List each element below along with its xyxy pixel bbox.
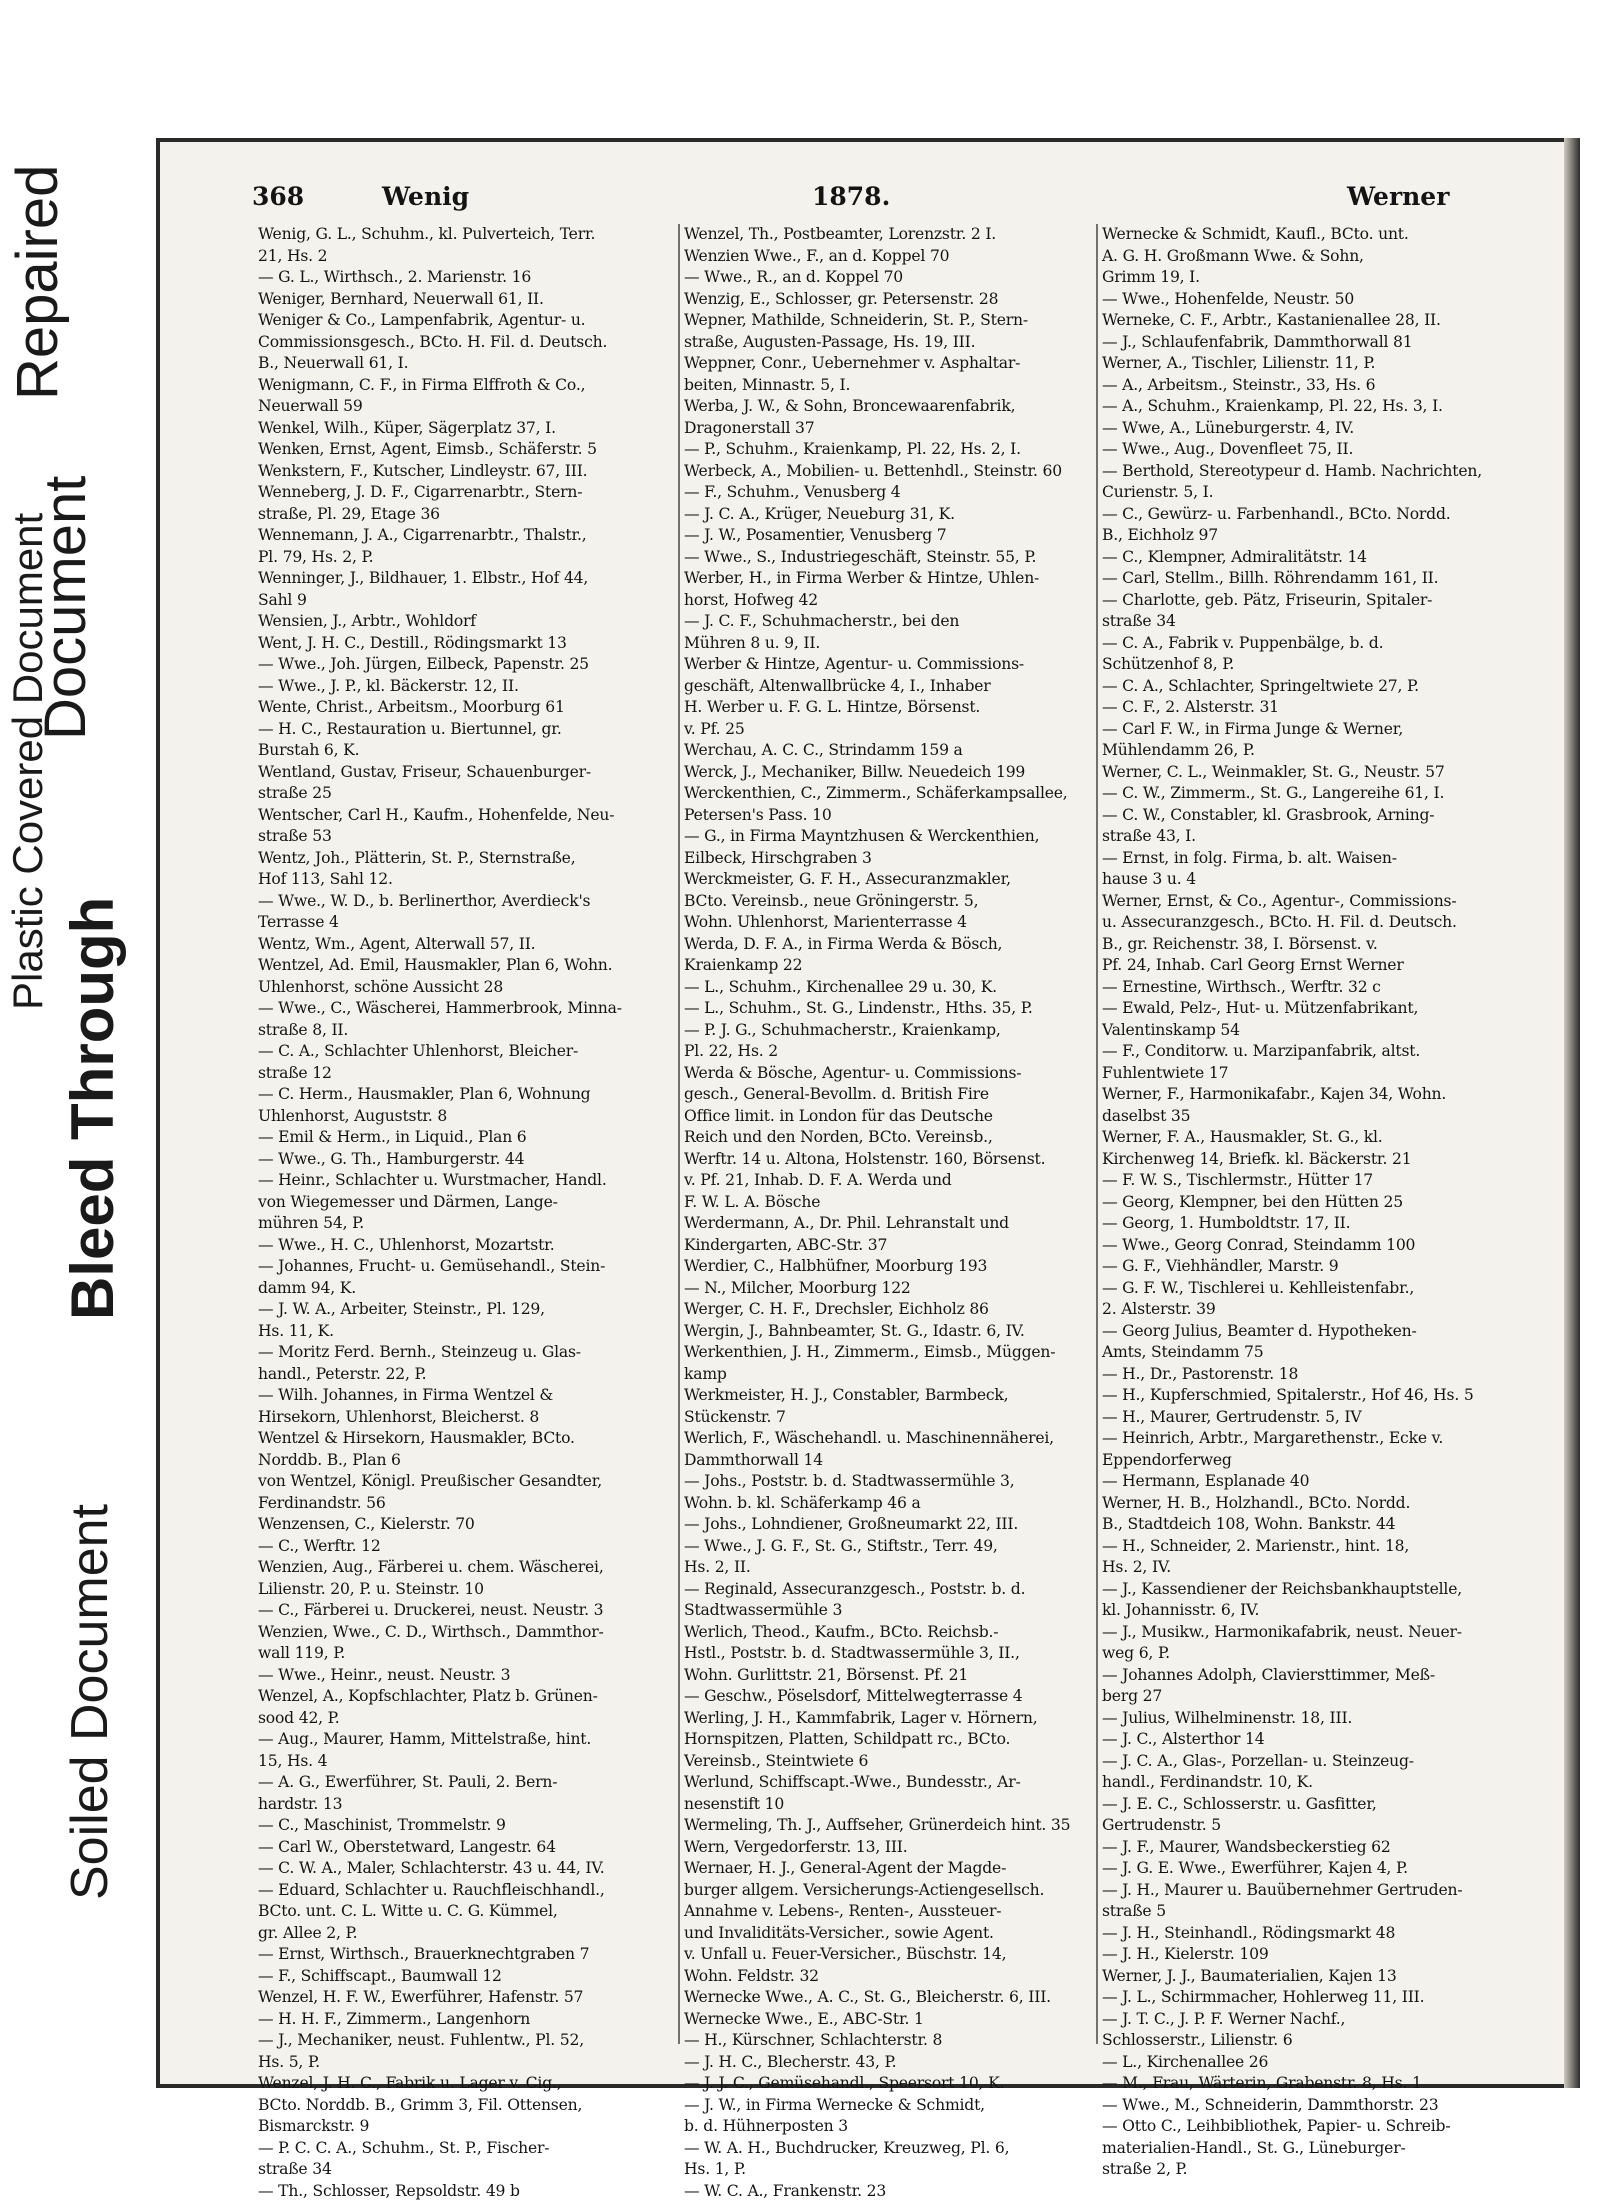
directory-line: mühren 54, P. — [258, 1213, 673, 1235]
directory-line: B., Neuerwall 61, I. — [258, 353, 673, 375]
directory-line: Werneke, C. F., Arbtr., Kastanienallee 28, II. — [1102, 310, 1502, 332]
directory-line: v. Pf. 21, Inhab. D. F. A. Werda und — [684, 1170, 1099, 1192]
directory-line: Werkmeister, H. J., Constabler, Barmbeck, — [684, 1385, 1099, 1407]
directory-line: — Johannes Adolph, Claviersttimmer, Meß- — [1102, 1665, 1502, 1687]
directory-line: Werner, A., Tischler, Lilienstr. 11, P. — [1102, 353, 1502, 375]
directory-line: Wohn. b. kl. Schäferkamp 46 a — [684, 1493, 1099, 1515]
directory-line: — C., Gewürz- u. Farbenhandl., BCto. Nordd. — [1102, 504, 1502, 526]
directory-line: — Carl W., Oberstetward, Langestr. 64 — [258, 1837, 673, 1859]
directory-line: Wernaer, H. J., General-Agent der Magde- — [684, 1858, 1099, 1880]
directory-line: — Wwe., Hohenfelde, Neustr. 50 — [1102, 289, 1502, 311]
directory-line: Wenzel, Th., Postbeamter, Lorenzstr. 2 I. — [684, 224, 1099, 246]
directory-line: Bismarckstr. 9 — [258, 2116, 673, 2138]
directory-line: — C. W. A., Maler, Schlachterstr. 43 u. 44, IV. — [258, 1858, 673, 1880]
directory-line: Werck, J., Mechaniker, Billw. Neuedeich 199 — [684, 762, 1099, 784]
header-right-word: Werner — [1347, 182, 1449, 211]
directory-line: Wentscher, Carl H., Kaufm., Hohenfelde, Neu- — [258, 805, 673, 827]
directory-line: — J. H. C., Blecherstr. 43, P. — [684, 2052, 1099, 2074]
directory-line: kamp — [684, 1364, 1099, 1386]
directory-line: — F., Conditorw. u. Marzipanfabrik, altst. — [1102, 1041, 1502, 1063]
directory-line: — Wilh. Johannes, in Firma Wentzel & — [258, 1385, 673, 1407]
directory-line: BCto. Vereinsb., neue Gröningerstr. 5, — [684, 891, 1099, 913]
directory-line: Wenzig, E., Schlosser, gr. Petersenstr. 28 — [684, 289, 1099, 311]
directory-line: — J. L., Schirmmacher, Hohlerweg 11, III. — [1102, 1987, 1502, 2009]
stamp-repaired: Repaired — [4, 165, 71, 400]
directory-line: Kirchenweg 14, Briefk. kl. Bäckerstr. 21 — [1102, 1149, 1502, 1171]
directory-line: — Heinrich, Arbtr., Margarethenstr., Ecke v. — [1102, 1428, 1502, 1450]
directory-line: — Wwe., C., Wäscherei, Hammerbrook, Minna- — [258, 998, 673, 1020]
directory-line: Werlich, F., Wäschehandl. u. Maschinennäherei, — [684, 1428, 1099, 1450]
directory-line: B., Stadtdeich 108, Wohn. Bankstr. 44 — [1102, 1514, 1502, 1536]
directory-line: geschäft, Altenwallbrücke 4, I., Inhaber — [684, 676, 1099, 698]
directory-line: — C., Werftr. 12 — [258, 1536, 673, 1558]
column-2 — [684, 224, 1099, 2064]
directory-line: handl., Ferdinandstr. 10, K. — [1102, 1772, 1502, 1794]
directory-line: — Reginald, Assecuranzgesch., Poststr. b. d. — [684, 1579, 1099, 1601]
directory-line: H. Werber u. F. G. L. Hintze, Börsenst. — [684, 697, 1099, 719]
directory-line: — Wwe., M., Schneiderin, Dammthorstr. 23 — [1102, 2095, 1502, 2117]
directory-line: Hs. 1, P. — [684, 2159, 1099, 2181]
directory-line: — Th., Schlosser, Repsoldstr. 49 b — [258, 2181, 673, 2202]
directory-line: — C. A., Schlachter, Springeltwiete 27, P. — [1102, 676, 1502, 698]
directory-line: — J. C. F., Schuhmacherstr., bei den — [684, 611, 1099, 633]
directory-line: Terrasse 4 — [258, 912, 673, 934]
directory-line: Werner, F., Harmonikafabr., Kajen 34, Wohn. — [1102, 1084, 1502, 1106]
directory-line: — Ewald, Pelz-, Hut- u. Mützenfabrikant, — [1102, 998, 1502, 1020]
directory-line: Commissionsgesch., BCto. H. Fil. d. Deutsch. — [258, 332, 673, 354]
directory-line: Kindergarten, ABC-Str. 37 — [684, 1235, 1099, 1257]
directory-line: Dragonerstall 37 — [684, 418, 1099, 440]
directory-line: — P., Schuhm., Kraienkamp, Pl. 22, Hs. 2, I. — [684, 439, 1099, 461]
directory-line: Wenzien Wwe., F., an d. Koppel 70 — [684, 246, 1099, 268]
directory-line: — H., Maurer, Gertrudenstr. 5, IV — [1102, 1407, 1502, 1429]
directory-line: straße 34 — [1102, 611, 1502, 633]
directory-line: straße 25 — [258, 783, 673, 805]
directory-line: Wenken, Ernst, Agent, Eimsb., Schäferstr. 5 — [258, 439, 673, 461]
directory-line: hause 3 u. 4 — [1102, 869, 1502, 891]
directory-line: — Wwe., R., an d. Koppel 70 — [684, 267, 1099, 289]
directory-line: — C., Färberei u. Druckerei, neust. Neustr. 3 — [258, 1600, 673, 1622]
directory-line: Stadtwassermühle 3 — [684, 1600, 1099, 1622]
directory-line: — H. C., Restauration u. Biertunnel, gr. — [258, 719, 673, 741]
directory-line: — Wwe., Heinr., neust. Neustr. 3 — [258, 1665, 673, 1687]
directory-line: Wenigmann, C. F., in Firma Elffroth & Co., — [258, 375, 673, 397]
directory-line: Vereinsb., Steintwiete 6 — [684, 1751, 1099, 1773]
directory-line: gr. Allee 2, P. — [258, 1923, 673, 1945]
directory-line: — C. A., Schlachter Uhlenhorst, Bleicher- — [258, 1041, 673, 1063]
directory-line: — J. T. C., J. P. F. Werner Nachf., — [1102, 2009, 1502, 2031]
directory-line: Wernecke Wwe., A. C., St. G., Bleicherstr. 6, III. — [684, 1987, 1099, 2009]
page-number: 368 — [252, 182, 304, 211]
directory-line: — G. L., Wirthsch., 2. Marienstr. 16 — [258, 267, 673, 289]
directory-line: Eppendorferweg — [1102, 1450, 1502, 1472]
directory-line: Werlich, Theod., Kaufm., BCto. Reichsb.- — [684, 1622, 1099, 1644]
directory-line: Pf. 24, Inhab. Carl Georg Ernst Werner — [1102, 955, 1502, 977]
directory-line: — Julius, Wilhelminenstr. 18, III. — [1102, 1708, 1502, 1730]
directory-line: — H. H. F., Zimmerm., Langenhorn — [258, 2009, 673, 2031]
directory-line: Hs. 2, IV. — [1102, 1557, 1502, 1579]
directory-line: — G. F. W., Tischlerei u. Kehlleistenfabr., — [1102, 1278, 1502, 1300]
directory-line: — J., Kassendiener der Reichsbankhauptstelle, — [1102, 1579, 1502, 1601]
directory-line: weg 6, P. — [1102, 1643, 1502, 1665]
directory-line: daselbst 35 — [1102, 1106, 1502, 1128]
directory-line: — G. F., Viehhändler, Marstr. 9 — [1102, 1256, 1502, 1278]
directory-line: Werchau, A. C. C., Strindamm 159 a — [684, 740, 1099, 762]
directory-line: Weniger & Co., Lampenfabrik, Agentur- u. — [258, 310, 673, 332]
directory-line: Wohn. Gurlittstr. 21, Börsenst. Pf. 21 — [684, 1665, 1099, 1687]
directory-line: hardstr. 13 — [258, 1794, 673, 1816]
directory-line: — Geschw., Pöselsdorf, Mittelwegterrasse 4 — [684, 1686, 1099, 1708]
directory-line: Hof 113, Sahl 12. — [258, 869, 673, 891]
directory-line: Werda, D. F. A., in Firma Werda & Bösch, — [684, 934, 1099, 956]
directory-line: Grimm 19, I. — [1102, 267, 1502, 289]
directory-line: Werba, J. W., & Sohn, Broncewaarenfabrik, — [684, 396, 1099, 418]
directory-line: Wenkstern, F., Kutscher, Lindleystr. 67, III. — [258, 461, 673, 483]
directory-line: — L., Schuhm., St. G., Lindenstr., Hths. 35, P. — [684, 998, 1099, 1020]
directory-line: Dammthorwall 14 — [684, 1450, 1099, 1472]
directory-line: — Ernst, in folg. Firma, b. alt. Waisen- — [1102, 848, 1502, 870]
directory-line: Wennemann, J. A., Cigarrenarbtr., Thalstr., — [258, 525, 673, 547]
directory-line: — P. C. C. A., Schuhm., St. P., Fischer- — [258, 2138, 673, 2160]
directory-line: Wensien, J., Arbtr., Wohldorf — [258, 611, 673, 633]
directory-line: Reich und den Norden, BCto. Vereinsb., — [684, 1127, 1099, 1149]
directory-line: v. Pf. 25 — [684, 719, 1099, 741]
directory-line: Uhlenhorst, schöne Aussicht 28 — [258, 977, 673, 999]
directory-line: — A., Schuhm., Kraienkamp, Pl. 22, Hs. 3, I. — [1102, 396, 1502, 418]
directory-line: B., gr. Reichenstr. 38, I. Börsenst. v. — [1102, 934, 1502, 956]
directory-line: BCto. Norddb. B., Grimm 3, Fil. Ottensen, — [258, 2095, 673, 2117]
directory-line: — M., Frau, Wärterin, Grabenstr. 8, Hs. 1 — [1102, 2073, 1502, 2095]
directory-line: — C. F., 2. Alsterstr. 31 — [1102, 697, 1502, 719]
directory-line: handl., Peterstr. 22, P. — [258, 1364, 673, 1386]
column-rule — [678, 224, 680, 2044]
directory-line: Werner, H. B., Holzhandl., BCto. Nordd. — [1102, 1493, 1502, 1515]
directory-line: nesenstift 10 — [684, 1794, 1099, 1816]
directory-line: — J. W., Posamentier, Venusberg 7 — [684, 525, 1099, 547]
directory-line: — Ernestine, Wirthsch., Werftr. 32 c — [1102, 977, 1502, 999]
directory-line: Werbeck, A., Mobilien- u. Bettenhdl., Steinstr. 60 — [684, 461, 1099, 483]
directory-line: Hs. 11, K. — [258, 1321, 673, 1343]
directory-line: — Wwe., Aug., Dovenfleet 75, II. — [1102, 439, 1502, 461]
directory-line: Wenzensen, C., Kielerstr. 70 — [258, 1514, 673, 1536]
directory-line: Hirsekorn, Uhlenhorst, Bleicherst. 8 — [258, 1407, 673, 1429]
directory-line: und Invaliditäts-Versicher., sowie Agent. — [684, 1923, 1099, 1945]
directory-line: Wenzien, Aug., Färberei u. chem. Wäscherei, — [258, 1557, 673, 1579]
directory-line: Werckenthien, C., Zimmerm., Schäferkampsallee, — [684, 783, 1099, 805]
directory-line: — Wwe., Joh. Jürgen, Eilbeck, Papenstr. 25 — [258, 654, 673, 676]
directory-line: — Carl, Stellm., Billh. Röhrendamm 161, II. — [1102, 568, 1502, 590]
directory-line: — L., Schuhm., Kirchenallee 29 u. 30, K. — [684, 977, 1099, 999]
directory-line: — Johs., Poststr. b. d. Stadtwassermühle 3, — [684, 1471, 1099, 1493]
directory-line: 2. Alsterstr. 39 — [1102, 1299, 1502, 1321]
directory-line: — C. W., Zimmerm., St. G., Langereihe 61, I. — [1102, 783, 1502, 805]
column-1 — [258, 224, 673, 2064]
directory-line: Werda & Bösche, Agentur- u. Commissions- — [684, 1063, 1099, 1085]
page-edge-shadow — [1564, 138, 1580, 2088]
directory-line: Wenzel, H. F. W., Ewerführer, Hafenstr. 57 — [258, 1987, 673, 2009]
directory-line: — Carl F. W., in Firma Junge & Werner, — [1102, 719, 1502, 741]
directory-line: Stückenstr. 7 — [684, 1407, 1099, 1429]
directory-line: Fuhlentwiete 17 — [1102, 1063, 1502, 1085]
directory-line: — Moritz Ferd. Bernh., Steinzeug u. Glas- — [258, 1342, 673, 1364]
directory-line: — C. Herm., Hausmakler, Plan 6, Wohnung — [258, 1084, 673, 1106]
directory-line: burger allgem. Versicherungs-Actiengesellsch. — [684, 1880, 1099, 1902]
directory-line: — C., Klempner, Admiralitätstr. 14 — [1102, 547, 1502, 569]
directory-line: von Wiegemesser und Därmen, Lange- — [258, 1192, 673, 1214]
directory-line: B., Eichholz 97 — [1102, 525, 1502, 547]
directory-line: Werner, J. J., Baumaterialien, Kajen 13 — [1102, 1966, 1502, 1988]
scan-stamps — [0, 0, 140, 2177]
directory-line: — Wwe., H. C., Uhlenhorst, Mozartstr. — [258, 1235, 673, 1257]
directory-line: 21, Hs. 2 — [258, 246, 673, 268]
directory-line: — Johannes, Frucht- u. Gemüsehandl., Stein- — [258, 1256, 673, 1278]
header-year: 1878. — [812, 182, 890, 211]
directory-line: Curienstr. 5, I. — [1102, 482, 1502, 504]
directory-line: — J. C., Alsterthor 14 — [1102, 1729, 1502, 1751]
directory-line: — Emil & Herm., in Liquid., Plan 6 — [258, 1127, 673, 1149]
directory-line: — Wwe., J. P., kl. Bäckerstr. 12, II. — [258, 676, 673, 698]
directory-line: Sahl 9 — [258, 590, 673, 612]
directory-line: Amts, Steindamm 75 — [1102, 1342, 1502, 1364]
directory-line: Uhlenhorst, Auguststr. 8 — [258, 1106, 673, 1128]
directory-line: Werkenthien, J. H., Zimmerm., Eimsb., Müggen- — [684, 1342, 1099, 1364]
directory-line: — W. A. H., Buchdrucker, Kreuzweg, Pl. 6, — [684, 2138, 1099, 2160]
directory-line: — Hermann, Esplanade 40 — [1102, 1471, 1502, 1493]
directory-line: — Georg, 1. Humboldtstr. 17, II. — [1102, 1213, 1502, 1235]
directory-line: Wenneberg, J. D. F., Cigarrenarbtr., Stern- — [258, 482, 673, 504]
directory-line: — F., Schuhm., Venusberg 4 — [684, 482, 1099, 504]
directory-line: — Wwe., Georg Conrad, Steindamm 100 — [1102, 1235, 1502, 1257]
directory-line: Pl. 79, Hs. 2, P. — [258, 547, 673, 569]
directory-line: Wentz, Joh., Plätterin, St. P., Sternstraße, — [258, 848, 673, 870]
directory-line: Lilienstr. 20, P. u. Steinstr. 10 — [258, 1579, 673, 1601]
directory-line: — G., in Firma Mayntzhusen & Werckenthien, — [684, 826, 1099, 848]
directory-line: — F., Schiffscapt., Baumwall 12 — [258, 1966, 673, 1988]
directory-line: straße, Augusten-Passage, Hs. 19, III. — [684, 332, 1099, 354]
column-rule — [1096, 224, 1098, 2044]
directory-line: F. W. L. A. Bösche — [684, 1192, 1099, 1214]
directory-line: Werner, F. A., Hausmakler, St. G., kl. — [1102, 1127, 1502, 1149]
directory-line: Werber & Hintze, Agentur- u. Commissions- — [684, 654, 1099, 676]
directory-line: — F. W. S., Tischlermstr., Hütter 17 — [1102, 1170, 1502, 1192]
directory-line: Werlund, Schiffscapt.-Wwe., Bundesstr., Ar- — [684, 1772, 1099, 1794]
stamp-bleed-through: Bleed Through — [58, 897, 127, 1320]
directory-line: Wohn. Feldstr. 32 — [684, 1966, 1099, 1988]
directory-line: Annahme v. Lebens-, Renten-, Aussteuer- — [684, 1901, 1099, 1923]
directory-line: Wenkel, Wilh., Küper, Sägerplatz 37, I. — [258, 418, 673, 440]
directory-line: Wenzel, J. H. C., Fabrik u. Lager v. Cig., — [258, 2073, 673, 2095]
directory-line: Weniger, Bernhard, Neuerwall 61, II. — [258, 289, 673, 311]
directory-line: — Wwe., W. D., b. Berlinerthor, Averdieck's — [258, 891, 673, 913]
directory-line: — W. C. A., Frankenstr. 23 — [684, 2181, 1099, 2202]
directory-line: — N., Milcher, Moorburg 122 — [684, 1278, 1099, 1300]
directory-line: von Wentzel, Königl. Preußischer Gesandter, — [258, 1471, 673, 1493]
directory-line: — J. E. C., Schlosserstr. u. Gasfitter, — [1102, 1794, 1502, 1816]
directory-line: Werdermann, A., Dr. Phil. Lehranstalt und — [684, 1213, 1099, 1235]
column-3 — [1102, 224, 1502, 2064]
directory-line: b. d. Hühnerposten 3 — [684, 2116, 1099, 2138]
directory-line: Burstah 6, K. — [258, 740, 673, 762]
stamp-soiled: Soiled Document — [60, 1504, 120, 1900]
directory-line: Mühlendamm 26, P. — [1102, 740, 1502, 762]
directory-line: — Charlotte, geb. Pätz, Friseurin, Spitaler- — [1102, 590, 1502, 612]
directory-line: Wenzel, A., Kopfschlachter, Platz b. Grünen- — [258, 1686, 673, 1708]
directory-line: — C., Maschinist, Trommelstr. 9 — [258, 1815, 673, 1837]
directory-line: — Wwe., J. G. F., St. G., Stiftstr., Terr. 49, — [684, 1536, 1099, 1558]
directory-line: — J. W. A., Arbeiter, Steinstr., Pl. 129, — [258, 1299, 673, 1321]
directory-page — [156, 138, 1580, 2088]
directory-line: BCto. unt. C. L. Witte u. C. G. Kümmel, — [258, 1901, 673, 1923]
directory-line: straße 12 — [258, 1063, 673, 1085]
directory-line: Wenig, G. L., Schuhm., kl. Pulverteich, Terr. — [258, 224, 673, 246]
directory-line: — Aug., Maurer, Hamm, Mittelstraße, hint. — [258, 1729, 673, 1751]
directory-line: Schützenhof 8, P. — [1102, 654, 1502, 676]
directory-line: — J. F., Maurer, Wandsbeckerstieg 62 — [1102, 1837, 1502, 1859]
directory-line: berg 27 — [1102, 1686, 1502, 1708]
directory-line: Wentland, Gustav, Friseur, Schauenburger- — [258, 762, 673, 784]
directory-line: Hstl., Poststr. b. d. Stadtwassermühle 3, II., — [684, 1643, 1099, 1665]
directory-line: — C. A., Fabrik v. Puppenbälge, b. d. — [1102, 633, 1502, 655]
directory-line: Weppner, Conr., Uebernehmer v. Asphaltar- — [684, 353, 1099, 375]
directory-line: — J. J. C., Gemüsehandl., Speersort 10, K. — [684, 2073, 1099, 2095]
directory-line: Werftr. 14 u. Altona, Holstenstr. 160, Börsenst. — [684, 1149, 1099, 1171]
directory-line: v. Unfall u. Feuer-Versicher., Büschstr. 14, — [684, 1944, 1099, 1966]
directory-line: straße 2, P. — [1102, 2159, 1502, 2181]
directory-line: — Wwe, A., Lüneburgerstr. 4, IV. — [1102, 418, 1502, 440]
directory-line: — H., Kupferschmied, Spitalerstr., Hof 46, Hs. 5 — [1102, 1385, 1502, 1407]
page-header — [252, 182, 1482, 218]
directory-line: — A., Arbeitsm., Steinstr., 33, Hs. 6 — [1102, 375, 1502, 397]
directory-line: Werdier, C., Halbhüfner, Moorburg 193 — [684, 1256, 1099, 1278]
directory-line: — H., Kürschner, Schlachterstr. 8 — [684, 2030, 1099, 2052]
directory-line: Wentz, Wm., Agent, Alterwall 57, II. — [258, 934, 673, 956]
directory-line: Wenzien, Wwe., C. D., Wirthsch., Dammthor- — [258, 1622, 673, 1644]
directory-line: Wermeling, Th. J., Auffseher, Grünerdeich hint. 35 — [684, 1815, 1099, 1837]
directory-line: straße 43, I. — [1102, 826, 1502, 848]
directory-line: Hornspitzen, Platten, Schildpatt rc., BCto. — [684, 1729, 1099, 1751]
directory-line: — J. C. A., Glas-, Porzellan- u. Steinzeug- — [1102, 1751, 1502, 1773]
directory-line: — Wwe., G. Th., Hamburgerstr. 44 — [258, 1149, 673, 1171]
directory-line: Wern, Vergedorferstr. 13, III. — [684, 1837, 1099, 1859]
stamp-plastic-covered: Plastic Covered Document — [4, 513, 52, 1010]
directory-line: — Heinr., Schlachter u. Wurstmacher, Handl. — [258, 1170, 673, 1192]
directory-line: beiten, Minnastr. 5, I. — [684, 375, 1099, 397]
directory-line: sood 42, P. — [258, 1708, 673, 1730]
directory-line: straße 8, II. — [258, 1020, 673, 1042]
directory-line: u. Assecuranzgesch., BCto. H. Fil. d. Deutsch. — [1102, 912, 1502, 934]
directory-line: Wepner, Mathilde, Schneiderin, St. P., Stern- — [684, 310, 1099, 332]
directory-line: Petersen's Pass. 10 — [684, 805, 1099, 827]
directory-line: Ferdinandstr. 56 — [258, 1493, 673, 1515]
directory-line: Valentinskamp 54 — [1102, 1020, 1502, 1042]
directory-line: — A. G., Ewerführer, St. Pauli, 2. Bern- — [258, 1772, 673, 1794]
directory-line: Pl. 22, Hs. 2 — [684, 1041, 1099, 1063]
directory-line: — J., Mechaniker, neust. Fuhlentw., Pl. 52, — [258, 2030, 673, 2052]
directory-line: gesch., General-Bevollm. d. British Fire — [684, 1084, 1099, 1106]
directory-line: Wernecke & Schmidt, Kaufl., BCto. unt. — [1102, 224, 1502, 246]
directory-line: Went, J. H. C., Destill., Rödingsmarkt 13 — [258, 633, 673, 655]
directory-line: A. G. H. Großmann Wwe. & Sohn, — [1102, 246, 1502, 268]
directory-line: Mühren 8 u. 9, II. — [684, 633, 1099, 655]
directory-line: Wentzel & Hirsekorn, Hausmakler, BCto. — [258, 1428, 673, 1450]
directory-line: — P. J. G., Schuhmacherstr., Kraienkamp, — [684, 1020, 1099, 1042]
directory-line: — Georg, Klempner, bei den Hütten 25 — [1102, 1192, 1502, 1214]
directory-line: — H., Schneider, 2. Marienstr., hint. 18, — [1102, 1536, 1502, 1558]
directory-line: Wernecke Wwe., E., ABC-Str. 1 — [684, 2009, 1099, 2031]
directory-line: straße, Pl. 29, Etage 36 — [258, 504, 673, 526]
directory-line: Office limit. in London für das Deutsche — [684, 1106, 1099, 1128]
directory-line: Gertrudenstr. 5 — [1102, 1815, 1502, 1837]
directory-line: wall 119, P. — [258, 1643, 673, 1665]
directory-line: — C. W., Constabler, kl. Grasbrook, Arning- — [1102, 805, 1502, 827]
directory-line: Wente, Christ., Arbeitsm., Moorburg 61 — [258, 697, 673, 719]
stamp-document: Document — [32, 476, 99, 740]
directory-line: Werling, J. H., Kammfabrik, Lager v. Hörnern, — [684, 1708, 1099, 1730]
directory-line: Schlosserstr., Lilienstr. 6 — [1102, 2030, 1502, 2052]
directory-line: 15, Hs. 4 — [258, 1751, 673, 1773]
directory-line: — J., Musikw., Harmonikafabrik, neust. Neuer- — [1102, 1622, 1502, 1644]
directory-line: kl. Johannisstr. 6, IV. — [1102, 1600, 1502, 1622]
directory-line: — H., Dr., Pastorenstr. 18 — [1102, 1364, 1502, 1386]
directory-line: Kraienkamp 22 — [684, 955, 1099, 977]
directory-line: — J. H., Kielerstr. 109 — [1102, 1944, 1502, 1966]
directory-line: straße 34 — [258, 2159, 673, 2181]
directory-line: damm 94, K. — [258, 1278, 673, 1300]
directory-line: — J. C. A., Krüger, Neueburg 31, K. — [684, 504, 1099, 526]
directory-line: — Eduard, Schlachter u. Rauchfleischhandl., — [258, 1880, 673, 1902]
directory-line: straße 5 — [1102, 1901, 1502, 1923]
directory-line: Wentzel, Ad. Emil, Hausmakler, Plan 6, Wohn. — [258, 955, 673, 977]
directory-line: Werger, C. H. F., Drechsler, Eichholz 86 — [684, 1299, 1099, 1321]
directory-line: — J., Schlaufenfabrik, Dammthorwall 81 — [1102, 332, 1502, 354]
header-left-word: Wenig — [382, 182, 469, 211]
directory-line: — Berthold, Stereotypeur d. Hamb. Nachrichten, — [1102, 461, 1502, 483]
directory-line: — J. H., Steinhandl., Rödingsmarkt 48 — [1102, 1923, 1502, 1945]
directory-line: — Ernst, Wirthsch., Brauerknechtgraben 7 — [258, 1944, 673, 1966]
directory-line: horst, Hofweg 42 — [684, 590, 1099, 612]
directory-line: Wohn. Uhlenhorst, Marienterrasse 4 — [684, 912, 1099, 934]
directory-line: materialien-Handl., St. G., Lüneburger- — [1102, 2138, 1502, 2160]
directory-line: straße 53 — [258, 826, 673, 848]
directory-line: Hs. 5, P. — [258, 2052, 673, 2074]
directory-line: — Johs., Lohndiener, Großneumarkt 22, III. — [684, 1514, 1099, 1536]
directory-line: — L., Kirchenallee 26 — [1102, 2052, 1502, 2074]
directory-line: Wergin, J., Bahnbeamter, St. G., Idastr. 6, IV. — [684, 1321, 1099, 1343]
directory-line: Werber, H., in Firma Werber & Hintze, Uhlen- — [684, 568, 1099, 590]
directory-line: — J. H., Maurer u. Bauübernehmer Gertruden- — [1102, 1880, 1502, 1902]
directory-line: Werckmeister, G. F. H., Assecuranzmakler, — [684, 869, 1099, 891]
directory-line: Eilbeck, Hirschgraben 3 — [684, 848, 1099, 870]
directory-line: — Wwe., S., Industriegeschäft, Steinstr. 55, P. — [684, 547, 1099, 569]
directory-line: Wenninger, J., Bildhauer, 1. Elbstr., Hof 44, — [258, 568, 673, 590]
directory-line: Werner, Ernst, & Co., Agentur-, Commissions- — [1102, 891, 1502, 913]
directory-line: Neuerwall 59 — [258, 396, 673, 418]
directory-line: — Otto C., Leihbibliothek, Papier- u. Schreib- — [1102, 2116, 1502, 2138]
directory-line: — Georg Julius, Beamter d. Hypotheken- — [1102, 1321, 1502, 1343]
directory-line: — J. G. E. Wwe., Ewerführer, Kajen 4, P. — [1102, 1858, 1502, 1880]
directory-line: Norddb. B., Plan 6 — [258, 1450, 673, 1472]
directory-line: Werner, C. L., Weinmakler, St. G., Neustr. 57 — [1102, 762, 1502, 784]
directory-line: — J. W., in Firma Wernecke & Schmidt, — [684, 2095, 1099, 2117]
directory-line: Hs. 2, II. — [684, 1557, 1099, 1579]
